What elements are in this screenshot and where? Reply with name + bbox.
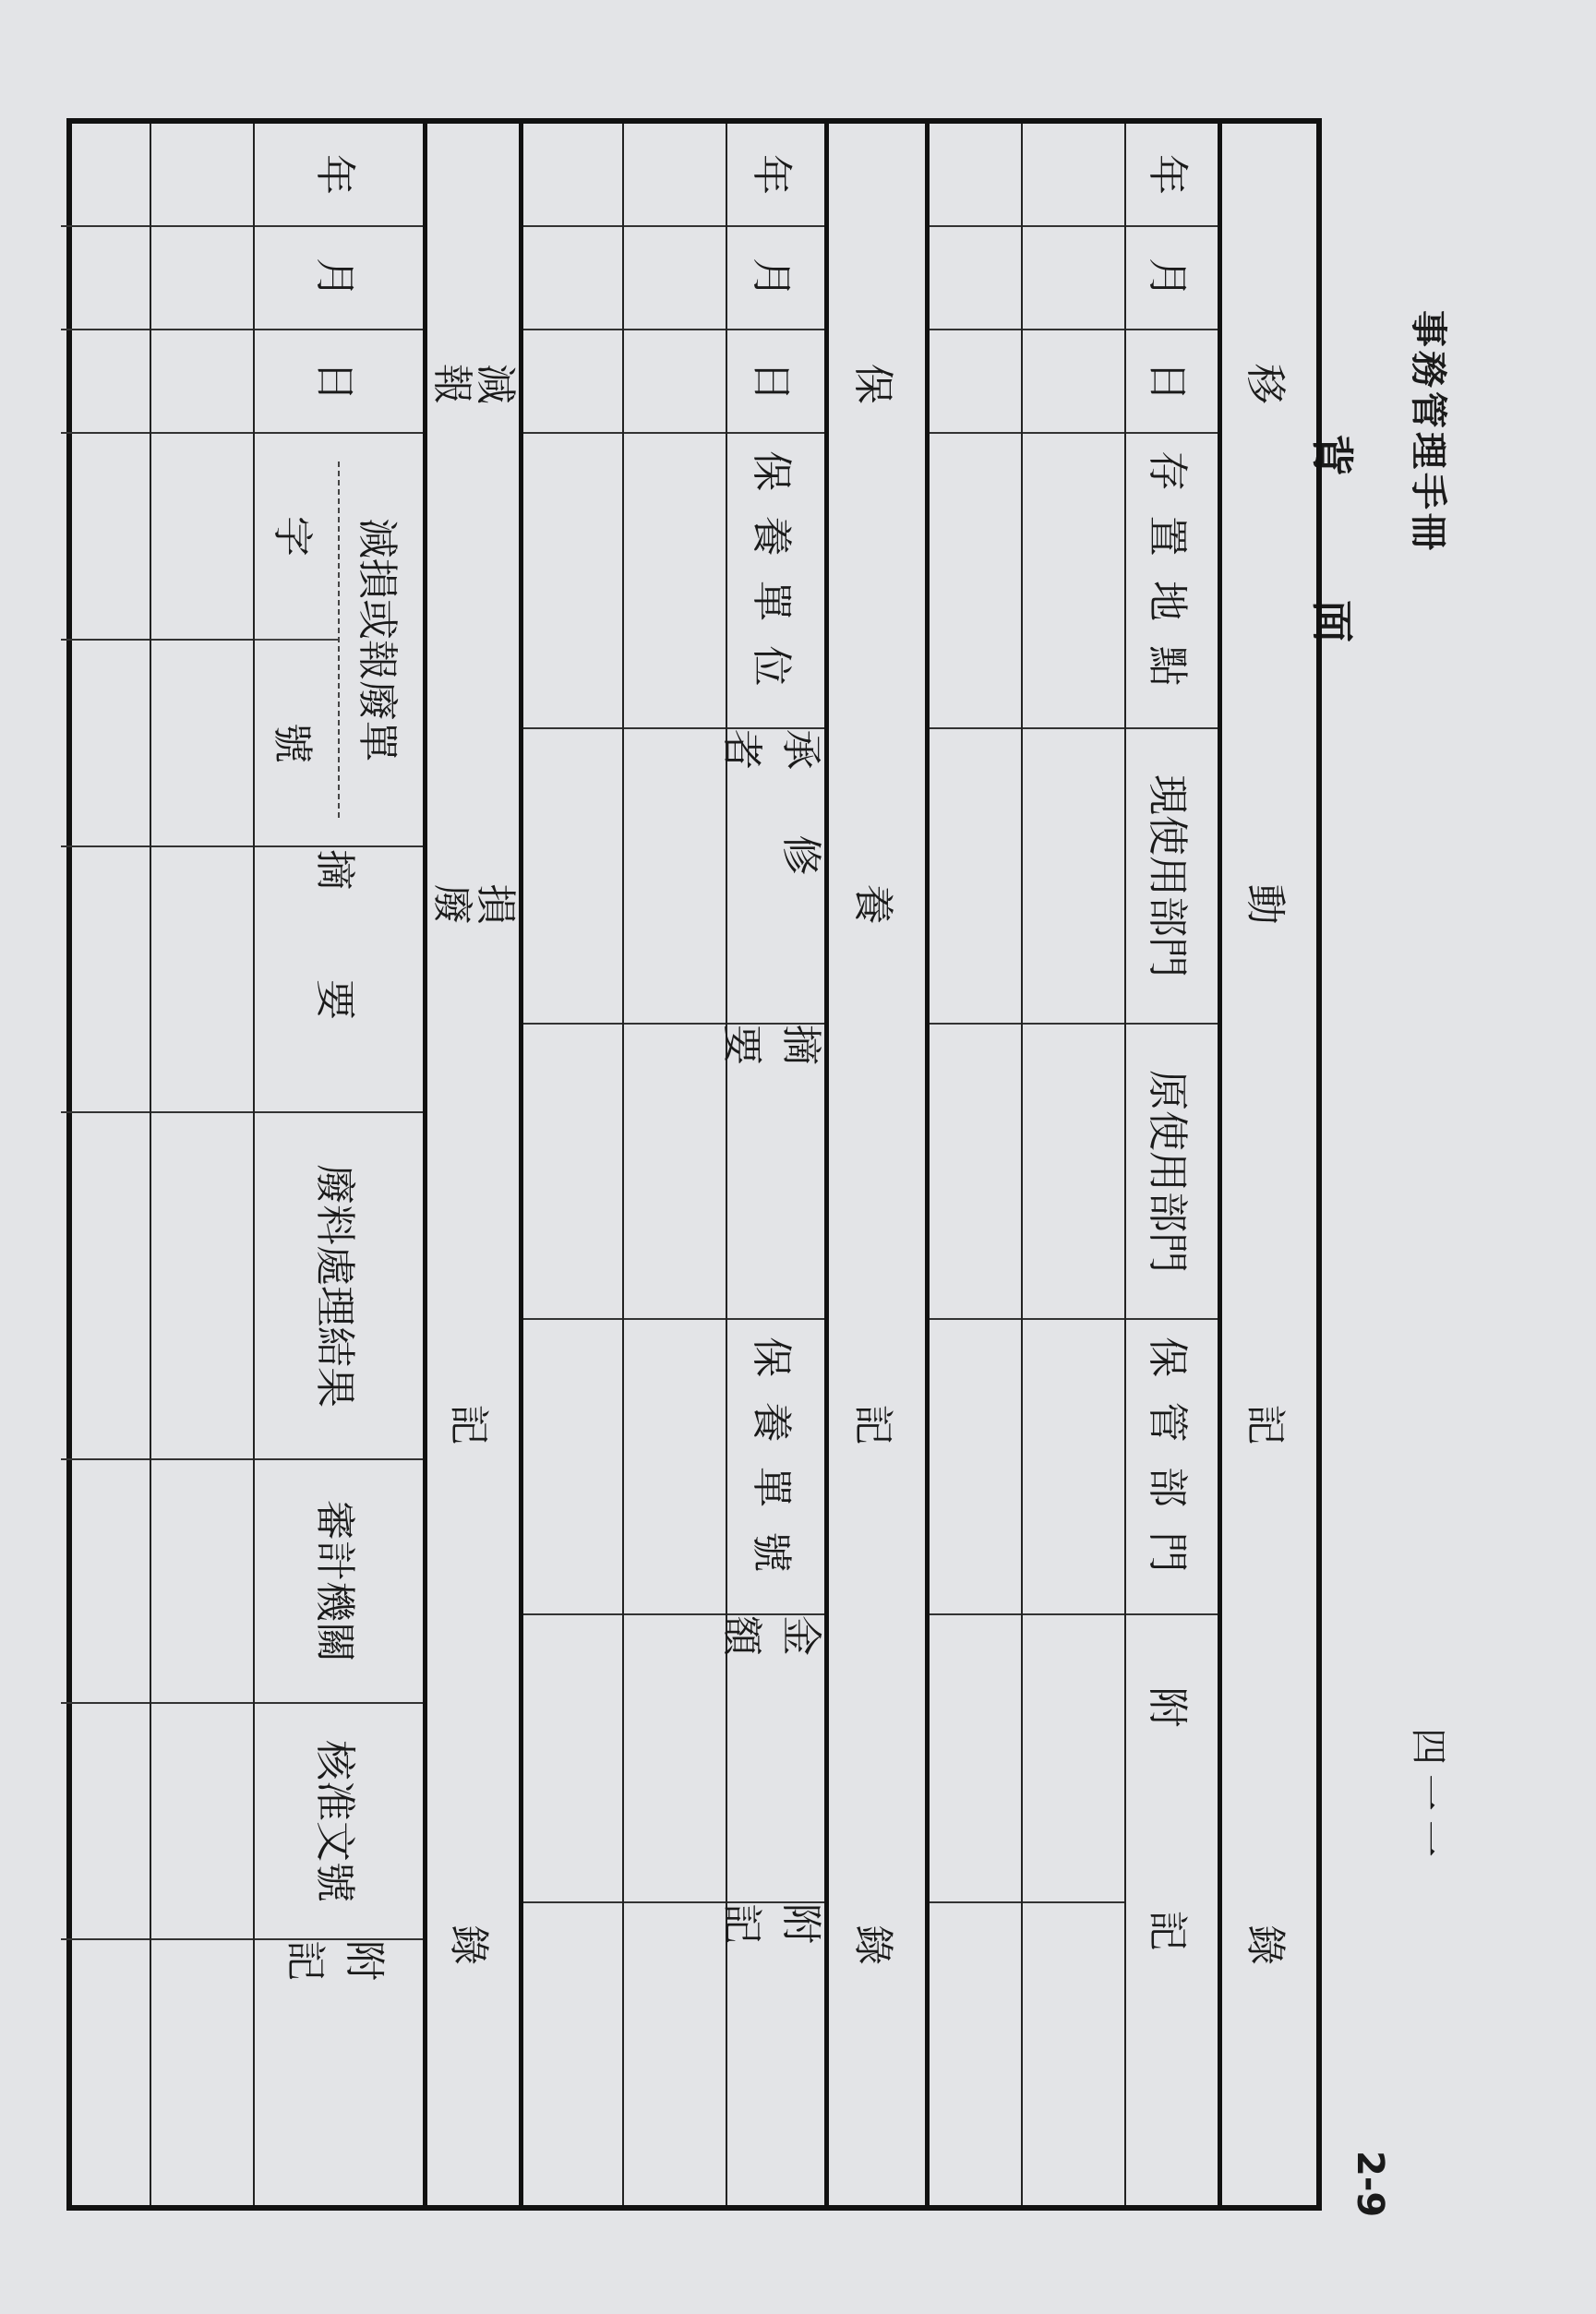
disposal-doc-subcolumns bbox=[255, 434, 338, 845]
cell[interactable] bbox=[61, 227, 150, 330]
cell[interactable] bbox=[151, 330, 253, 434]
title-char: 錄 bbox=[1242, 1924, 1289, 1966]
cell[interactable] bbox=[930, 729, 1021, 1025]
title-char: 保 bbox=[849, 363, 896, 404]
cell[interactable] bbox=[151, 434, 253, 641]
col-year: 年 bbox=[1126, 124, 1218, 227]
cell[interactable] bbox=[61, 330, 150, 434]
title-stack bbox=[428, 883, 519, 925]
cell[interactable] bbox=[624, 434, 726, 729]
cell[interactable] bbox=[523, 434, 622, 729]
cell[interactable] bbox=[151, 124, 253, 227]
cell[interactable] bbox=[1023, 1903, 1124, 2205]
disposal-doc-label: 減損或報廢單 bbox=[338, 462, 423, 818]
col-remarks: 附記 bbox=[1144, 1686, 1192, 2134]
record-form-table bbox=[66, 118, 1322, 2211]
col-summary: 摘要 bbox=[255, 847, 423, 1113]
cell[interactable] bbox=[1023, 227, 1124, 330]
col-location: 存置地點 bbox=[1126, 434, 1218, 729]
title-char: 減 bbox=[471, 363, 519, 404]
cell[interactable] bbox=[1023, 1320, 1124, 1615]
title-char: 錄 bbox=[445, 1924, 493, 1966]
col-current-dept: 現使用部門 bbox=[1126, 729, 1218, 1025]
cell[interactable] bbox=[930, 1615, 1021, 1903]
movement-title bbox=[1222, 124, 1316, 2205]
col-doc-prefix: 字 bbox=[255, 434, 338, 641]
cell[interactable] bbox=[61, 1704, 150, 1940]
cell[interactable] bbox=[624, 1320, 726, 1615]
movement-header-row bbox=[1124, 124, 1218, 2205]
col-summary: 摘要 bbox=[727, 1025, 824, 1320]
cell[interactable] bbox=[930, 1320, 1021, 1615]
cell[interactable] bbox=[523, 330, 622, 434]
col-maintenance-no: 保養單號 bbox=[727, 1320, 824, 1615]
cell[interactable] bbox=[624, 227, 726, 330]
cell[interactable] bbox=[151, 1940, 253, 2205]
cell[interactable] bbox=[61, 1940, 150, 2205]
col-audit-agency: 審計機關 bbox=[255, 1460, 423, 1704]
manual-title: 事務管理手冊 bbox=[1407, 310, 1449, 554]
col-approval-no: 核准文號 bbox=[255, 1704, 423, 1940]
disposal-header-row bbox=[253, 124, 423, 2205]
cell[interactable] bbox=[523, 227, 622, 330]
col-custody-dept: 保管部門 bbox=[1126, 1320, 1218, 1615]
disposal-title-row bbox=[423, 124, 519, 2205]
col-scrap-result: 廢料處理結果 bbox=[255, 1113, 423, 1460]
title-stack bbox=[428, 363, 519, 404]
cell[interactable] bbox=[1023, 330, 1124, 434]
cell[interactable] bbox=[930, 434, 1021, 729]
cell[interactable] bbox=[151, 227, 253, 330]
col-year: 年 bbox=[727, 124, 824, 227]
maintenance-data-row bbox=[519, 124, 622, 2205]
movement-title-row bbox=[1218, 124, 1316, 2205]
cell[interactable] bbox=[1023, 729, 1124, 1025]
col-month: 月 bbox=[255, 227, 423, 330]
cell[interactable] bbox=[624, 729, 726, 1025]
cell[interactable] bbox=[61, 1113, 150, 1460]
disposal-data-row bbox=[150, 124, 253, 2205]
cell[interactable] bbox=[523, 1615, 622, 1903]
maintenance-title-row bbox=[824, 124, 925, 2205]
col-day: 日 bbox=[255, 330, 423, 434]
side-label-back: 背 bbox=[1307, 434, 1357, 476]
cell[interactable] bbox=[61, 847, 150, 1113]
col-doc-number: 號 bbox=[269, 723, 316, 763]
maintenance-header-row bbox=[718, 124, 825, 2205]
title-char: 錄 bbox=[849, 1924, 896, 1966]
movement-data-row bbox=[925, 124, 1021, 2205]
cell[interactable] bbox=[61, 124, 150, 227]
cell[interactable] bbox=[523, 1903, 622, 2205]
cell[interactable] bbox=[151, 1460, 253, 1704]
title-char: 損 bbox=[471, 883, 519, 925]
col-remarks: 附記 bbox=[718, 1903, 825, 2066]
cell[interactable] bbox=[930, 1903, 1021, 2205]
cell[interactable] bbox=[1023, 1025, 1124, 1320]
disposal-title bbox=[427, 124, 519, 2205]
col-maintenance-unit: 保養單位 bbox=[727, 434, 824, 729]
cell[interactable] bbox=[1023, 124, 1124, 227]
cell[interactable] bbox=[523, 1025, 622, 1320]
cell[interactable] bbox=[1023, 1615, 1124, 1903]
cell[interactable] bbox=[930, 227, 1021, 330]
cell[interactable] bbox=[930, 1025, 1021, 1320]
col-original-dept: 原使用部門 bbox=[1126, 1025, 1218, 1320]
cell[interactable] bbox=[61, 434, 150, 641]
title-char: 報 bbox=[428, 363, 476, 404]
cell[interactable] bbox=[624, 124, 726, 227]
cell[interactable] bbox=[151, 1704, 253, 1940]
cell[interactable] bbox=[151, 1113, 253, 1460]
cell[interactable] bbox=[1023, 434, 1124, 729]
cell[interactable] bbox=[61, 641, 150, 847]
page-code: 2-9 bbox=[1349, 2151, 1391, 2218]
title-char: 廢 bbox=[428, 883, 476, 925]
title-char: 記 bbox=[1242, 1404, 1289, 1445]
cell[interactable] bbox=[930, 124, 1021, 227]
cell[interactable] bbox=[930, 330, 1021, 434]
title-char: 記 bbox=[445, 1404, 493, 1445]
title-char: 養 bbox=[849, 883, 896, 925]
cell[interactable] bbox=[523, 1320, 622, 1615]
col-disposal-doc bbox=[255, 434, 423, 847]
disposal-data-row bbox=[61, 124, 150, 2205]
col-month: 月 bbox=[1126, 227, 1218, 330]
col-day: 日 bbox=[727, 330, 824, 434]
title-char: 移 bbox=[1242, 363, 1289, 404]
col-month: 月 bbox=[727, 227, 824, 330]
col-year: 年 bbox=[255, 124, 423, 227]
cell[interactable] bbox=[61, 1460, 150, 1704]
maintenance-data-row bbox=[622, 124, 726, 2205]
cell[interactable] bbox=[624, 1903, 726, 2205]
title-char: 記 bbox=[849, 1404, 896, 1445]
col-remarks: 附記 bbox=[282, 1940, 388, 2082]
col-day: 日 bbox=[1126, 330, 1218, 434]
maintenance-title bbox=[829, 124, 925, 2205]
cell[interactable] bbox=[151, 847, 253, 1113]
cell[interactable] bbox=[624, 1615, 726, 1903]
cell[interactable] bbox=[523, 124, 622, 227]
cell[interactable] bbox=[151, 641, 253, 847]
cell[interactable] bbox=[523, 729, 622, 1025]
title-char: 動 bbox=[1242, 883, 1289, 925]
col-contractor: 承修者 bbox=[727, 729, 824, 1025]
page-number: 四一一 bbox=[1407, 1728, 1449, 1866]
movement-data-row bbox=[1021, 124, 1124, 2205]
cell[interactable] bbox=[624, 1025, 726, 1320]
side-label-face: 面 bbox=[1307, 600, 1357, 642]
cell[interactable] bbox=[624, 330, 726, 434]
col-amount: 金額 bbox=[727, 1615, 824, 1903]
